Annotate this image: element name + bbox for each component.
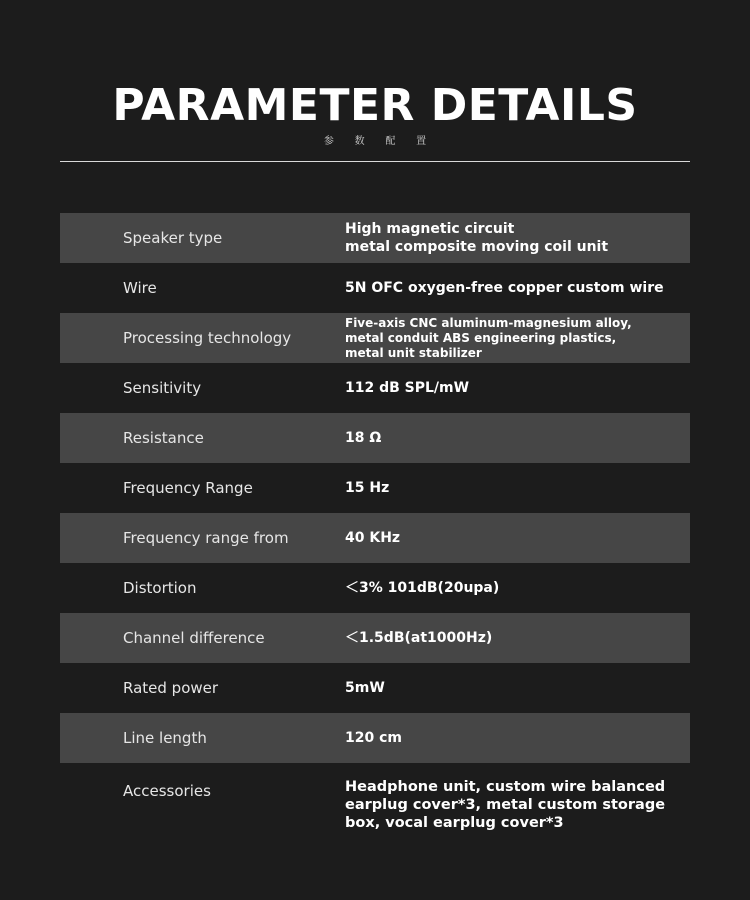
param-row-resistance <box>60 413 690 463</box>
param-label: Distortion <box>123 579 197 597</box>
param-row-frequency-range <box>60 463 690 513</box>
param-value: 5N OFC oxygen-free copper custom wire <box>345 280 664 296</box>
title-divider <box>60 161 690 162</box>
param-label: Wire <box>123 279 157 297</box>
param-label: Accessories <box>123 781 211 800</box>
param-value: 120 cm <box>345 730 402 746</box>
param-value: High magnetic circuit metal composite moving coil unit <box>345 221 609 255</box>
param-value: ＜1.5dB(at1000Hz) <box>345 630 493 646</box>
param-value: 15 Hz <box>345 480 390 496</box>
param-row-accessories <box>60 763 690 838</box>
param-label: Sensitivity <box>123 379 202 397</box>
param-value: 5mW <box>345 680 385 696</box>
param-value: ＜3% 101dB(20upa) <box>345 580 500 596</box>
param-label: Frequency range from <box>123 529 289 547</box>
param-value: Five-axis CNC aluminum-magnesium alloy, metal conduit ABS engineering plastics, metal unit stabilizer <box>345 315 632 360</box>
param-label: Frequency Range <box>123 479 253 497</box>
param-row-wire <box>60 263 690 313</box>
param-value: 18 Ω <box>345 430 382 446</box>
param-row-channel-difference <box>60 613 690 663</box>
param-label: Line length <box>123 729 207 747</box>
param-label: Channel difference <box>123 629 265 647</box>
param-value: 40 KHz <box>345 530 401 546</box>
param-row-frequency-range-from <box>60 513 690 563</box>
param-row-rated-power <box>60 663 690 713</box>
param-label: Resistance <box>123 429 204 447</box>
param-row-distortion <box>60 563 690 613</box>
page-subtitle: 参 数 配 置 <box>323 136 436 147</box>
page-title: PARAMETER DETAILS <box>112 80 638 131</box>
param-label: Speaker type <box>123 229 223 247</box>
param-row-sensitivity <box>60 363 690 413</box>
param-value: Headphone unit, custom wire balanced earplug cover*3, metal custom storage box, vocal earplug cover*3 <box>345 779 666 831</box>
param-label: Rated power <box>123 679 219 697</box>
param-label: Processing technology <box>123 329 292 347</box>
param-row-line-length <box>60 713 690 763</box>
parameter-table <box>60 213 690 838</box>
param-row-speaker-type <box>60 213 690 263</box>
param-row-processing-technology <box>60 313 690 363</box>
param-value: 112 dB SPL/mW <box>345 380 470 396</box>
